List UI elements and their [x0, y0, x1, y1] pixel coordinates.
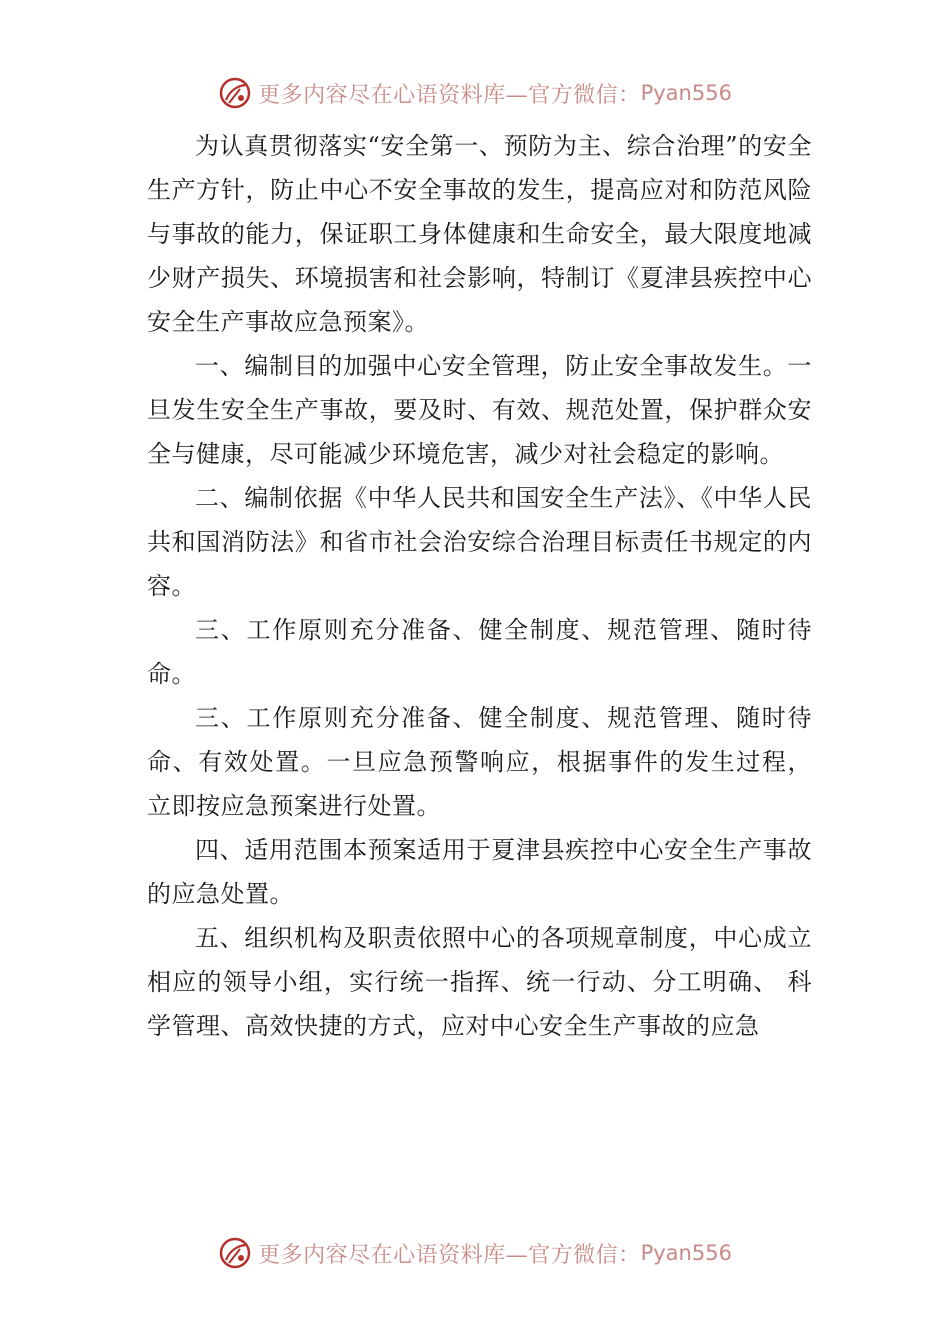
- banner-brand: Pyan556: [640, 81, 732, 105]
- paragraph-purpose: 一、编制目的加强中心安全管理，防止安全事故发生。一旦发生安全生产事故，要及时、有效、规范处置，保护群众安全与健康，尽可能减少环境危害，减少对社会稳定的影响。: [147, 352, 812, 468]
- paragraph-principles-detail: 三、工作原则充分准备、健全制度、规范管理、随时待命、有效处置。一旦应急预警响应，根据事件的发生过程， 立即按应急预案进行处置。: [147, 704, 812, 820]
- logo-icon: [218, 76, 252, 110]
- banner-brand: Pyan556: [640, 1241, 732, 1265]
- banner-text: 更多内容尽在心语资料库—官方微信：: [258, 1242, 641, 1268]
- footer-watermark-banner: [0, 1233, 950, 1273]
- paragraph-intro: 为认真贯彻落实“安全第一、预防为主、综合治理”的安全生产方针，防止中心不安全事故的发生，提高应对和防范风险与事故的能力，保证职工身体健康和生命安全，最大限度地减少财产损失、环境损害和社会影响，特制订《夏津县疾控中心安全生产事故应急预案》。: [147, 132, 812, 336]
- paragraph-scope: 四、适用范围本预案适用于夏津县疾控中心安全生产事故的应急处置。: [147, 836, 812, 908]
- banner-text: 更多内容尽在心语资料库—官方微信：: [258, 82, 641, 108]
- header-watermark-banner: [0, 73, 950, 113]
- logo-icon: [218, 1236, 252, 1270]
- paragraph-basis: 二、编制依据《中华人民共和国安全生产法》、《中华人民共和国消防法》和省市社会治安综合治理目标责任书规定的内容。: [147, 484, 812, 600]
- paragraph-organization: 五、组织机构及职责依照中心的各项规章制度，中心成立相应的领导小组，实行统一指挥、统一行动、分工明确、 科学管理、高效快捷的方式，应对中心安全生产事故的应急: [147, 924, 812, 1040]
- paragraph-principles: 三、工作原则充分准备、健全制度、规范管理、随时待命。: [147, 616, 812, 688]
- document-body: [147, 124, 812, 1048]
